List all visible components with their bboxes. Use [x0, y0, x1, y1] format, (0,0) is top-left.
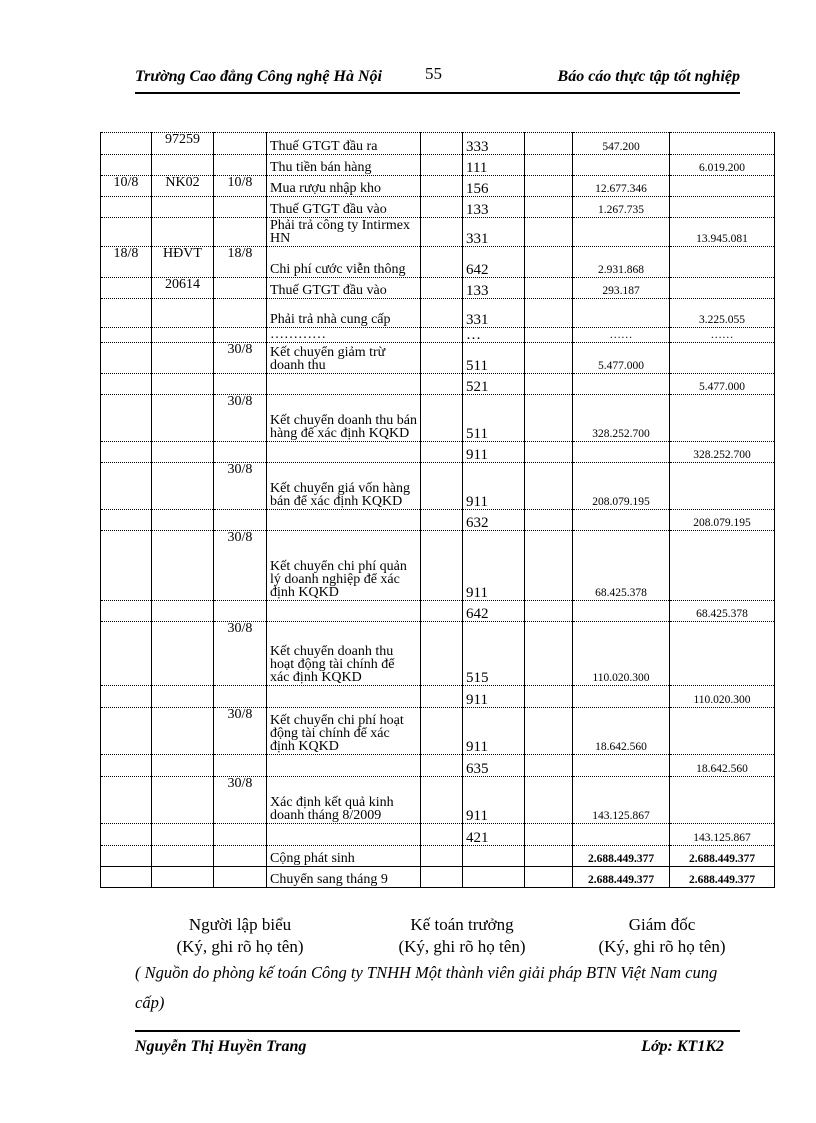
table-row [101, 708, 775, 755]
blank-column-cell [525, 155, 573, 176]
account-number-cell: 642 [463, 601, 525, 622]
document-date-cell: 30/8 [214, 463, 267, 510]
debit-amount-cell [573, 155, 670, 176]
table-row [101, 278, 775, 299]
description-cell: Xác định kết quả kinh doanh tháng 8/2009 [267, 777, 421, 824]
table-row [101, 299, 775, 328]
description-cell [267, 755, 421, 777]
account-number-cell: 911 [463, 531, 525, 601]
debit-amount-cell [573, 374, 670, 395]
document-number-cell [152, 395, 214, 442]
document-date-cell [214, 755, 267, 777]
account-number-cell [463, 867, 525, 888]
blank-column-cell [421, 510, 463, 531]
credit-amount-cell [670, 247, 775, 278]
entry-date-cell [101, 531, 152, 601]
blank-column-cell [525, 531, 573, 601]
blank-column-cell [525, 510, 573, 531]
account-number-cell: 911 [463, 442, 525, 463]
description-cell: Mua rượu nhập kho [267, 176, 421, 197]
document-number-cell [152, 343, 214, 374]
document-number-cell [152, 846, 214, 867]
account-number-cell: 421 [463, 824, 525, 846]
account-number-cell: … [463, 328, 525, 343]
document-date-cell [214, 824, 267, 846]
entry-date-cell [101, 510, 152, 531]
table-row [101, 374, 775, 395]
blank-column-cell [421, 867, 463, 888]
document-number-cell [152, 708, 214, 755]
table-row [101, 155, 775, 176]
entry-date-cell [101, 374, 152, 395]
table-row [101, 846, 775, 867]
description-cell: Kết chuyển giảm trừ doanh thu [267, 343, 421, 374]
blank-column-cell [525, 197, 573, 218]
blank-column-cell [525, 442, 573, 463]
document-date-cell [214, 510, 267, 531]
blank-column-cell [525, 777, 573, 824]
table-row [101, 755, 775, 777]
document-date-cell [214, 133, 267, 155]
blank-column-cell [421, 328, 463, 343]
report-title: Báo cáo thực tập tốt nghiệp [557, 68, 740, 85]
debit-amount-cell: …… [573, 328, 670, 343]
credit-amount-cell [670, 531, 775, 601]
document-date-cell [214, 601, 267, 622]
table-row [101, 343, 775, 374]
entry-date-cell [101, 395, 152, 442]
document-number-cell [152, 867, 214, 888]
blank-column-cell [525, 278, 573, 299]
blank-column-cell [525, 867, 573, 888]
description-cell: Kết chuyển giá vốn hàng bán để xác định KQKD [267, 463, 421, 510]
document-number-cell [152, 510, 214, 531]
document-number-cell: 20614 [152, 278, 214, 299]
blank-column-cell [525, 755, 573, 777]
document-date-cell: 30/8 [214, 395, 267, 442]
blank-column-cell [421, 278, 463, 299]
document-number-cell [152, 442, 214, 463]
signature-chief-accountant: Kế toán trưởng (Ký, ghi rõ họ tên) [398, 915, 526, 956]
credit-amount-cell: 143.125.867 [670, 824, 775, 846]
school-name: Trường Cao đẳng Công nghệ Hà Nội [135, 68, 382, 85]
credit-amount-cell [670, 395, 775, 442]
document-date-cell: 30/8 [214, 777, 267, 824]
document-number-cell [152, 686, 214, 708]
description-cell: ………… [267, 328, 421, 343]
entry-date-cell [101, 463, 152, 510]
blank-column-cell [525, 395, 573, 442]
document-number-cell [152, 374, 214, 395]
account-number-cell: 911 [463, 777, 525, 824]
document-date-cell [214, 442, 267, 463]
description-cell [267, 442, 421, 463]
blank-column-cell [525, 328, 573, 343]
blank-column-cell [421, 686, 463, 708]
blank-column-cell [525, 601, 573, 622]
table-row [101, 328, 775, 343]
account-number-cell: 156 [463, 176, 525, 197]
entry-date-cell [101, 601, 152, 622]
document-number-cell [152, 777, 214, 824]
blank-column-cell [421, 395, 463, 442]
entry-date-cell [101, 218, 152, 247]
document-date-cell: 30/8 [214, 622, 267, 686]
table-row [101, 218, 775, 247]
table-row [101, 395, 775, 442]
account-number-cell: 632 [463, 510, 525, 531]
description-cell: Cộng phát sinh [267, 846, 421, 867]
blank-column-cell [525, 176, 573, 197]
entry-date-cell [101, 197, 152, 218]
entry-date-cell [101, 824, 152, 846]
document-date-cell: 10/8 [214, 176, 267, 197]
document-number-cell [152, 299, 214, 328]
blank-column-cell [421, 247, 463, 278]
debit-amount-cell [573, 510, 670, 531]
description-cell [267, 686, 421, 708]
blank-column-cell [525, 463, 573, 510]
account-number-cell: 331 [463, 218, 525, 247]
blank-column-cell [421, 218, 463, 247]
entry-date-cell [101, 133, 152, 155]
blank-column-cell [421, 531, 463, 601]
account-number-cell: 111 [463, 155, 525, 176]
blank-column-cell [525, 247, 573, 278]
description-cell: Kết chuyển chi phí quản lý doanh nghiệp để xác định KQKD [267, 531, 421, 601]
debit-amount-cell: 68.425.378 [573, 531, 670, 601]
document-date-cell [214, 374, 267, 395]
document-number-cell [152, 622, 214, 686]
document-number-cell [152, 463, 214, 510]
debit-amount-cell [573, 442, 670, 463]
description-cell: Kết chuyển doanh thu bán hàng để xác định KQKD [267, 395, 421, 442]
description-cell: Phải trả nhà cung cấp [267, 299, 421, 328]
description-cell: Thu tiền bán hàng [267, 155, 421, 176]
page-header [135, 64, 740, 94]
blank-column-cell [525, 299, 573, 328]
entry-date-cell [101, 686, 152, 708]
entry-date-cell: 10/8 [101, 176, 152, 197]
document-number-cell [152, 755, 214, 777]
blank-column-cell [525, 708, 573, 755]
entry-date-cell [101, 846, 152, 867]
entry-date-cell [101, 343, 152, 374]
blank-column-cell [421, 777, 463, 824]
blank-column-cell [421, 197, 463, 218]
document-number-cell [152, 155, 214, 176]
credit-amount-cell: 5.477.000 [670, 374, 775, 395]
blank-column-cell [421, 343, 463, 374]
entry-date-cell [101, 777, 152, 824]
table-row [101, 777, 775, 824]
entry-date-cell [101, 708, 152, 755]
table-row [101, 824, 775, 846]
document-number-cell: HĐVT [152, 247, 214, 278]
debit-amount-cell: 110.020.300 [573, 622, 670, 686]
document-date-cell [214, 328, 267, 343]
blank-column-cell [421, 708, 463, 755]
blank-column-cell [525, 374, 573, 395]
blank-column-cell [421, 601, 463, 622]
credit-amount-cell [670, 463, 775, 510]
table-row [101, 176, 775, 197]
document-date-cell [214, 867, 267, 888]
description-cell [267, 510, 421, 531]
account-number-cell: 911 [463, 686, 525, 708]
credit-amount-cell [670, 343, 775, 374]
blank-column-cell [525, 846, 573, 867]
document-date-cell: 18/8 [214, 247, 267, 278]
document-date-cell [214, 197, 267, 218]
document-number-cell [152, 601, 214, 622]
signature-preparer: Người lập biểu (Ký, ghi rõ họ tên) [176, 915, 304, 956]
credit-amount-cell: 6.019.200 [670, 155, 775, 176]
debit-amount-cell [573, 686, 670, 708]
credit-amount-cell: 110.020.300 [670, 686, 775, 708]
credit-amount-cell: 68.425.378 [670, 601, 775, 622]
debit-amount-cell: 2.688.449.377 [573, 867, 670, 888]
table-row [101, 197, 775, 218]
description-cell: Thuế GTGT đầu vào [267, 197, 421, 218]
debit-amount-cell [573, 824, 670, 846]
blank-column-cell [525, 343, 573, 374]
document-number-cell [152, 824, 214, 846]
table-row [101, 463, 775, 510]
debit-amount-cell [573, 601, 670, 622]
table-row [101, 686, 775, 708]
description-cell [267, 601, 421, 622]
debit-amount-cell: 5.477.000 [573, 343, 670, 374]
document-number-cell: NK02 [152, 176, 214, 197]
class-code: Lớp: KT1K2 [641, 1038, 724, 1055]
debit-amount-cell: 208.079.195 [573, 463, 670, 510]
debit-amount-cell: 328.252.700 [573, 395, 670, 442]
document-date-cell [214, 218, 267, 247]
credit-amount-cell [670, 197, 775, 218]
blank-column-cell [421, 755, 463, 777]
document-number-cell [152, 218, 214, 247]
document-date-cell [214, 846, 267, 867]
page-number: 55 [425, 64, 442, 83]
credit-amount-cell: 328.252.700 [670, 442, 775, 463]
account-number-cell: 133 [463, 197, 525, 218]
description-cell: Chuyển sang tháng 9 [267, 867, 421, 888]
credit-amount-cell [670, 176, 775, 197]
account-number-cell: 331 [463, 299, 525, 328]
credit-amount-cell: 208.079.195 [670, 510, 775, 531]
description-cell: Kết chuyển doanh thu hoạt động tài chính để xác định KQKD [267, 622, 421, 686]
credit-amount-cell [670, 708, 775, 755]
credit-amount-cell: 18.642.560 [670, 755, 775, 777]
debit-amount-cell: 143.125.867 [573, 777, 670, 824]
entry-date-cell: 18/8 [101, 247, 152, 278]
description-cell: Kết chuyển chi phí hoạt động tài chính để xác định KQKD [267, 708, 421, 755]
blank-column-cell [421, 176, 463, 197]
credit-amount-cell [670, 133, 775, 155]
credit-amount-cell [670, 777, 775, 824]
document-date-cell: 30/8 [214, 531, 267, 601]
table-row [101, 442, 775, 463]
debit-amount-cell [573, 299, 670, 328]
table-row [101, 531, 775, 601]
description-cell: Thuế GTGT đầu ra [267, 133, 421, 155]
account-number-cell: 642 [463, 247, 525, 278]
blank-column-cell [525, 686, 573, 708]
account-number-cell: 911 [463, 708, 525, 755]
credit-amount-cell: 2.688.449.377 [670, 846, 775, 867]
blank-column-cell [421, 622, 463, 686]
entry-date-cell [101, 867, 152, 888]
debit-amount-cell: 18.642.560 [573, 708, 670, 755]
entry-date-cell [101, 755, 152, 777]
credit-amount-cell: 3.225.055 [670, 299, 775, 328]
account-number-cell [463, 846, 525, 867]
blank-column-cell [421, 133, 463, 155]
author-name: Nguyễn Thị Huyền Trang [135, 1038, 307, 1055]
debit-amount-cell [573, 218, 670, 247]
source-note: ( Nguồn do phòng kế toán Công ty TNHH Một thành viên giải pháp BTN Việt Nam cung cấp) [135, 963, 718, 1012]
entry-date-cell [101, 155, 152, 176]
document-date-cell: 30/8 [214, 343, 267, 374]
description-cell: Thuế GTGT đầu vào [267, 278, 421, 299]
debit-amount-cell: 2.688.449.377 [573, 846, 670, 867]
account-number-cell: 511 [463, 343, 525, 374]
account-number-cell: 521 [463, 374, 525, 395]
table-row [101, 622, 775, 686]
blank-column-cell [421, 155, 463, 176]
account-number-cell: 133 [463, 278, 525, 299]
account-number-cell: 511 [463, 395, 525, 442]
blank-column-cell [421, 846, 463, 867]
description-cell: Phải trả công ty Intirmex HN [267, 218, 421, 247]
journal-ledger-table [100, 132, 775, 888]
document-date-cell [214, 155, 267, 176]
debit-amount-cell: 12.677.346 [573, 176, 670, 197]
document-date-cell [214, 299, 267, 328]
blank-column-cell [525, 622, 573, 686]
document-date-cell [214, 686, 267, 708]
account-number-cell: 911 [463, 463, 525, 510]
credit-amount-cell [670, 622, 775, 686]
account-number-cell: 515 [463, 622, 525, 686]
document-number-cell [152, 531, 214, 601]
debit-amount-cell: 293.187 [573, 278, 670, 299]
blank-column-cell [421, 442, 463, 463]
blank-column-cell [421, 374, 463, 395]
entry-date-cell [101, 442, 152, 463]
blank-column-cell [421, 299, 463, 328]
blank-column-cell [525, 218, 573, 247]
signature-director: Giám đốc (Ký, ghi rõ họ tên) [598, 915, 726, 956]
table-row [101, 601, 775, 622]
description-cell: Chi phí cước viễn thông [267, 247, 421, 278]
entry-date-cell [101, 328, 152, 343]
document-date-cell: 30/8 [214, 708, 267, 755]
debit-amount-cell [573, 755, 670, 777]
account-number-cell: 333 [463, 133, 525, 155]
table-row [101, 867, 775, 888]
blank-column-cell [421, 463, 463, 510]
credit-amount-cell: 2.688.449.377 [670, 867, 775, 888]
table-row [101, 247, 775, 278]
debit-amount-cell: 2.931.868 [573, 247, 670, 278]
document-date-cell [214, 278, 267, 299]
document-number-cell [152, 197, 214, 218]
entry-date-cell [101, 299, 152, 328]
document-number-cell: 97259 [152, 133, 214, 155]
blank-column-cell [525, 824, 573, 846]
table-row [101, 133, 775, 155]
debit-amount-cell: 547.200 [573, 133, 670, 155]
credit-amount-cell: …… [670, 328, 775, 343]
account-number-cell: 635 [463, 755, 525, 777]
debit-amount-cell: 1.267.735 [573, 197, 670, 218]
entry-date-cell [101, 622, 152, 686]
blank-column-cell [525, 133, 573, 155]
entry-date-cell [101, 278, 152, 299]
description-cell [267, 374, 421, 395]
page-footer [135, 1030, 740, 1055]
blank-column-cell [421, 824, 463, 846]
credit-amount-cell [670, 278, 775, 299]
description-cell [267, 824, 421, 846]
table-row [101, 510, 775, 531]
document-number-cell [152, 328, 214, 343]
credit-amount-cell: 13.945.081 [670, 218, 775, 247]
